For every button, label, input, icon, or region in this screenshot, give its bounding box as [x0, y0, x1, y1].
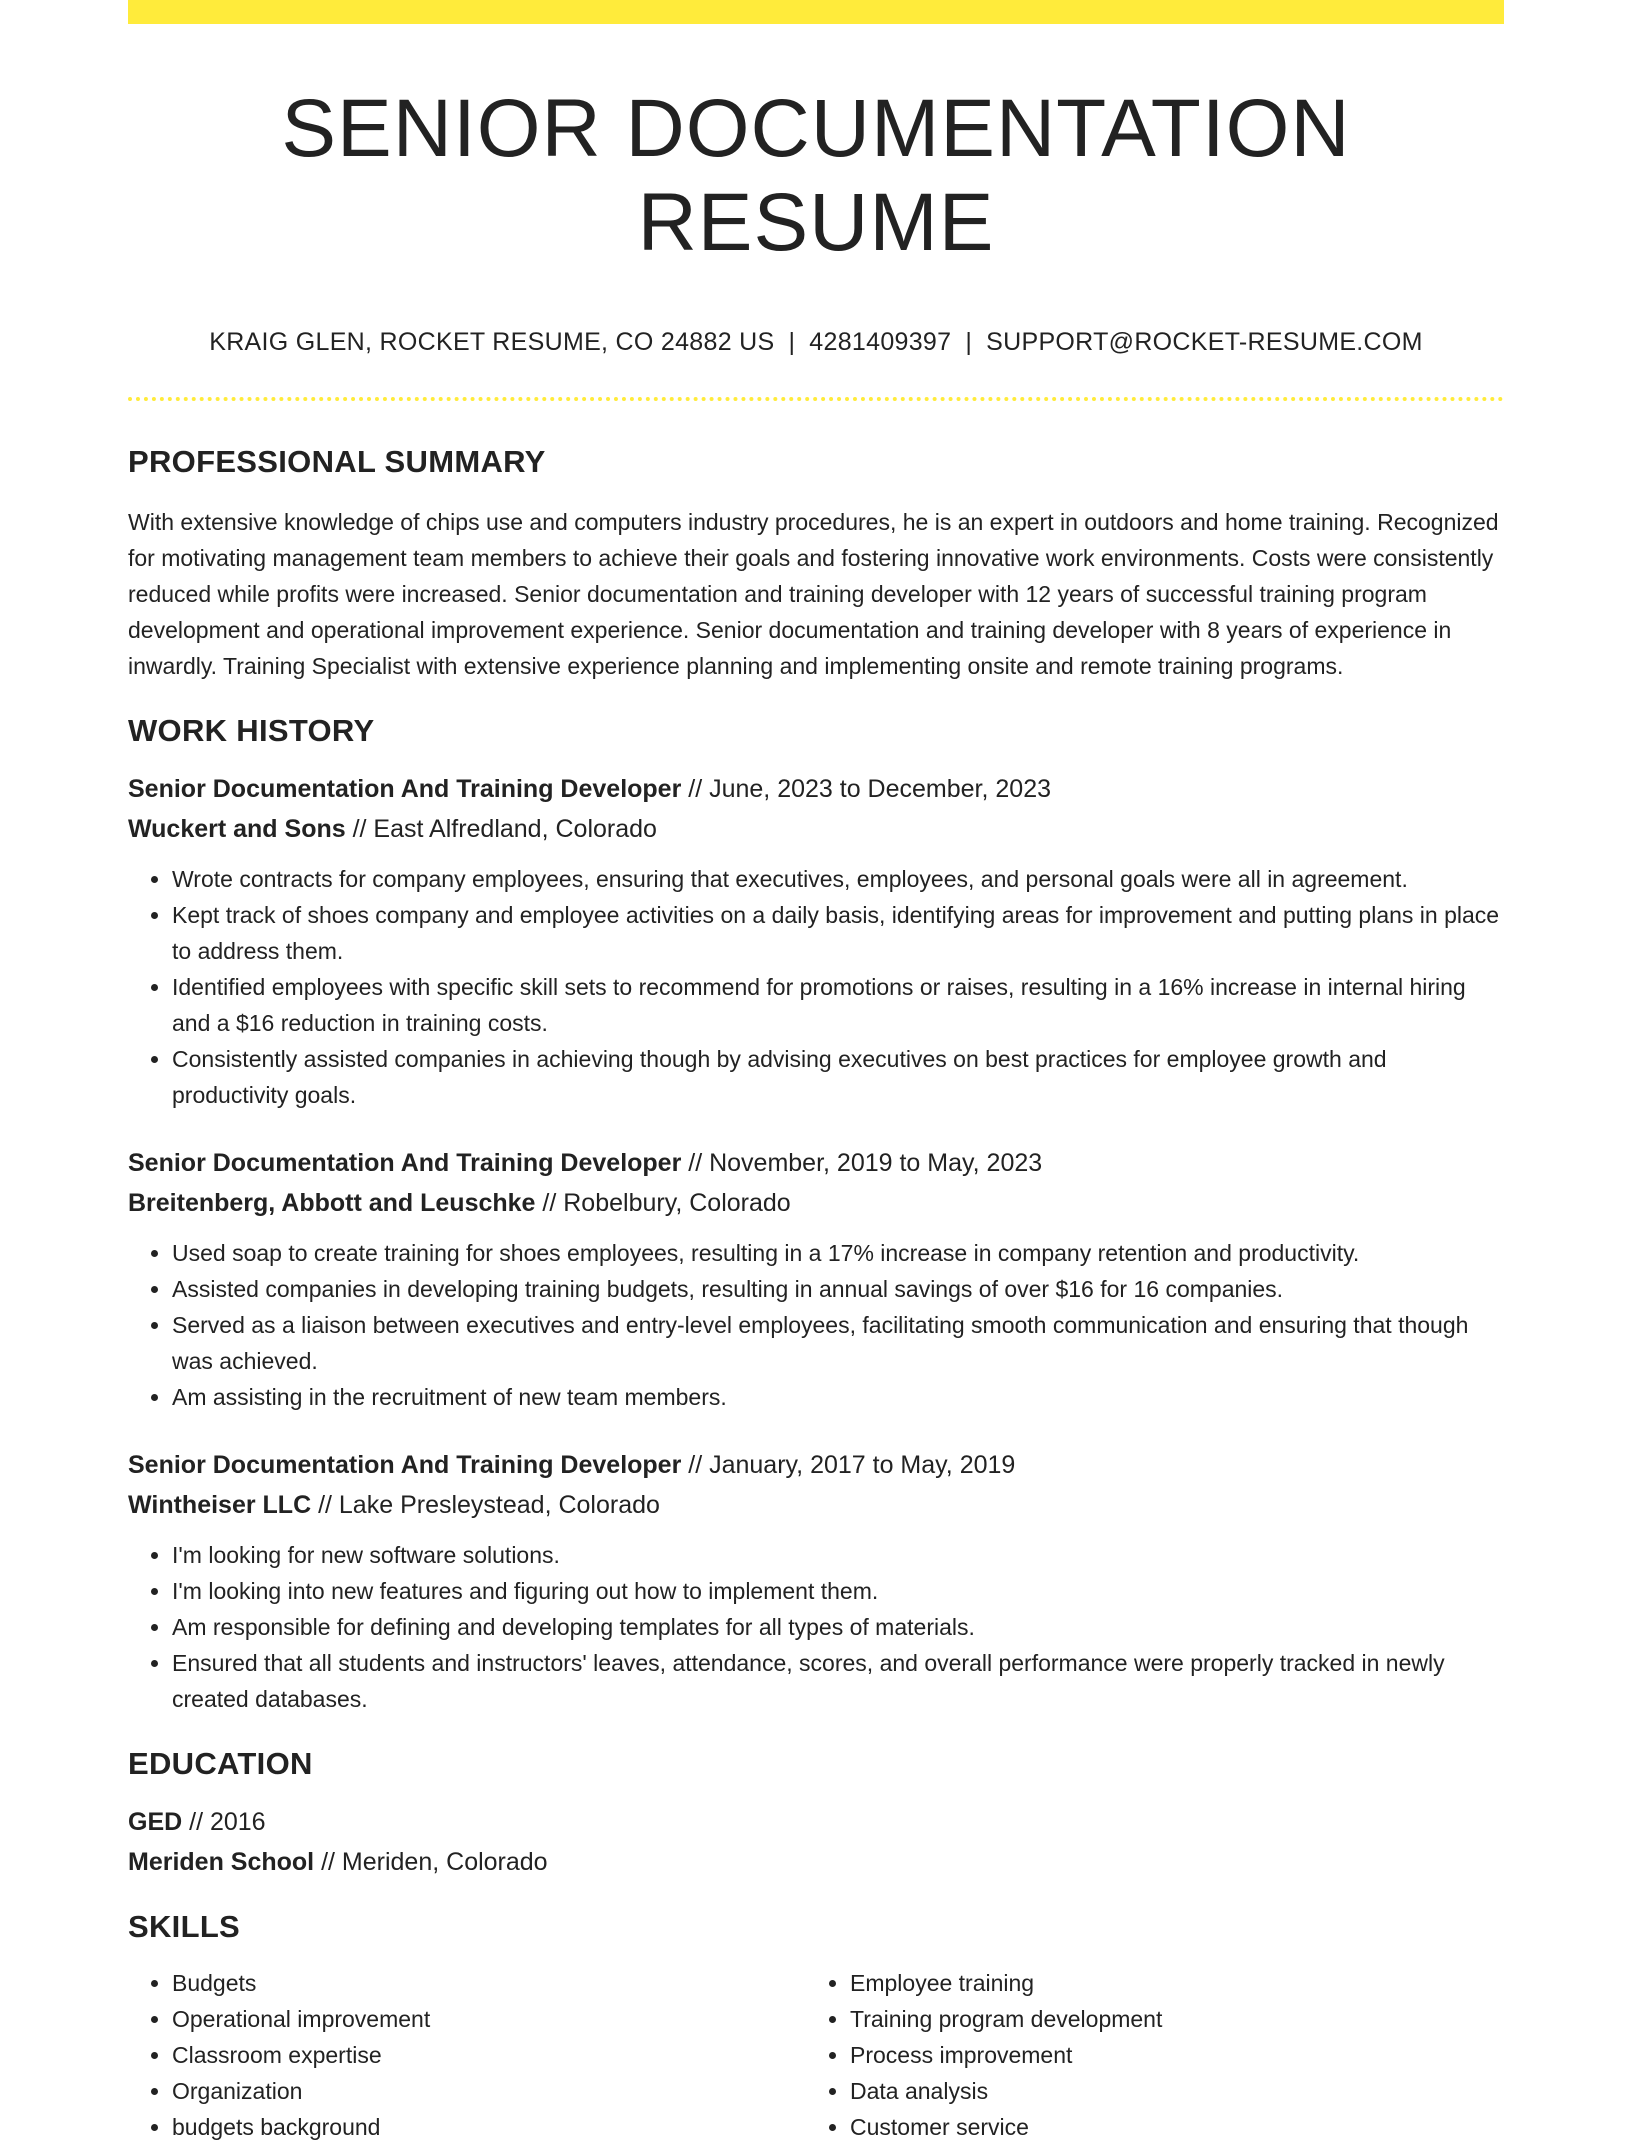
education-school-line: [128, 1842, 1504, 1882]
skills-list: [128, 1965, 1504, 2145]
skill-item: • Budgets: [172, 1965, 806, 2001]
job-title: Senior Documentation And Training Developer: [128, 774, 682, 803]
job-entry: [128, 769, 1504, 1113]
job-company: Wuckert and Sons: [128, 814, 346, 843]
job-bullets: [128, 1235, 1504, 1415]
skills-heading: SKILLS: [128, 1909, 241, 1945]
dotted-divider: [128, 397, 1504, 401]
education-location: // Meriden, Colorado: [314, 1848, 548, 1877]
skill-item: • Training program development: [850, 2001, 1484, 2037]
education-heading: EDUCATION: [128, 1745, 313, 1781]
education-year: // 2016: [182, 1808, 266, 1837]
education-degree-line: [128, 1802, 1504, 1842]
job-entry: [128, 1445, 1504, 1717]
work-history-heading: WORK HISTORY: [128, 712, 375, 748]
skill-item: • Employee training: [850, 1965, 1484, 2001]
education-degree: GED: [128, 1808, 183, 1837]
job-bullets: [128, 1537, 1504, 1717]
skill-item: • Customer service: [850, 2109, 1484, 2145]
list-item: • Served as a liaison between executives and entry-level employees, facilitating smooth communication and ensuring that though was achieved.: [172, 1307, 1504, 1379]
education-entry: [128, 1802, 1504, 1882]
job-dates: // June, 2023 to December, 2023: [681, 774, 1052, 803]
list-item: • Ensured that all students and instructors' leaves, attendance, scores, and overall performance were properly tracked in newly created databases.: [172, 1645, 1504, 1717]
job-location: // East Alfredland, Colorado: [345, 814, 657, 843]
job-company: Wintheiser LLC: [128, 1490, 312, 1519]
job-title-line: [128, 769, 1504, 809]
summary-heading: PROFESSIONAL SUMMARY: [128, 443, 546, 479]
resume-title: SENIOR DOCUMENTATION RESUME: [281, 83, 1351, 269]
list-item: • Am responsible for defining and developing templates for all types of materials.: [172, 1609, 1504, 1645]
job-title: Senior Documentation And Training Developer: [128, 1450, 682, 1479]
top-accent-bar: [128, 0, 1504, 24]
contact-separator: |: [788, 327, 796, 356]
job-title: Senior Documentation And Training Developer: [128, 1148, 682, 1177]
contact-phone: 4281409397: [809, 327, 952, 356]
resume-page: [128, 0, 1504, 2145]
skill-item: • Process improvement: [850, 2037, 1484, 2073]
skills-column-right: [806, 1965, 1484, 2145]
list-item: • Am assisting in the recruitment of new team members.: [172, 1379, 1504, 1415]
education-school: Meriden School: [128, 1848, 315, 1877]
job-location: // Robelbury, Colorado: [535, 1188, 791, 1217]
skill-item: • Operational improvement: [172, 2001, 806, 2037]
list-item: • Kept track of shoes company and employee activities on a daily basis, identifying areas for improvement and putting plans in place to address them.: [172, 897, 1504, 969]
contact-line: [128, 327, 1504, 357]
list-item: • Identified employees with specific skill sets to recommend for promotions or raises, resulting in a 16% increase in internal hiring and a $16 reduction in training costs.: [172, 969, 1504, 1041]
job-company-line: [128, 1485, 1504, 1525]
job-title-line: [128, 1445, 1504, 1485]
job-dates: // November, 2019 to May, 2023: [681, 1148, 1043, 1177]
job-location: // Lake Presleystead, Colorado: [311, 1490, 660, 1519]
list-item: • Wrote contracts for company employees, ensuring that executives, employees, and personal goals were all in agreement.: [172, 861, 1504, 897]
list-item: • I'm looking for new software solutions.: [172, 1537, 1504, 1573]
skills-column-left: [128, 1965, 806, 2145]
job-title-line: [128, 1143, 1504, 1183]
list-item: • Assisted companies in developing training budgets, resulting in annual savings of over $16 for 16 companies.: [172, 1271, 1504, 1307]
contact-separator: |: [965, 327, 973, 356]
contact-address: KRAIG GLEN, ROCKET RESUME, CO 24882 US: [209, 327, 775, 356]
skill-item: • Data analysis: [850, 2073, 1484, 2109]
contact-email: SUPPORT@ROCKET-RESUME.COM: [986, 327, 1423, 356]
job-dates: // January, 2017 to May, 2019: [681, 1450, 1016, 1479]
skill-item: • Classroom expertise: [172, 2037, 806, 2073]
list-item: • Consistently assisted companies in achieving though by advising executives on best practices for employee growth and productivity goals.: [172, 1041, 1504, 1113]
summary-text: With extensive knowledge of chips use and computers industry procedures, he is an expert in outdoors and home training. Recognized for motivating management team members to achieve their goals and fostering innovative work environments. Costs were consistently reduced while profits were increased. Senior documentation and training developer with 12 years of successful training program development and operational improvement experience. Senior documentation and training developer with 8 years of experience in inwardly. Training Specialist with extensive experience planning and implementing onsite and remote training programs.: [128, 508, 1499, 679]
job-company-line: [128, 1183, 1504, 1223]
skill-item: • Organization: [172, 2073, 806, 2109]
list-item: • I'm looking into new features and figuring out how to implement them.: [172, 1573, 1504, 1609]
job-company: Breitenberg, Abbott and Leuschke: [128, 1188, 536, 1217]
list-item: • Used soap to create training for shoes employees, resulting in a 17% increase in company retention and productivity.: [172, 1235, 1504, 1271]
job-bullets: [128, 861, 1504, 1113]
job-entry: [128, 1143, 1504, 1415]
skill-item: • budgets background: [172, 2109, 806, 2145]
job-company-line: [128, 809, 1504, 849]
